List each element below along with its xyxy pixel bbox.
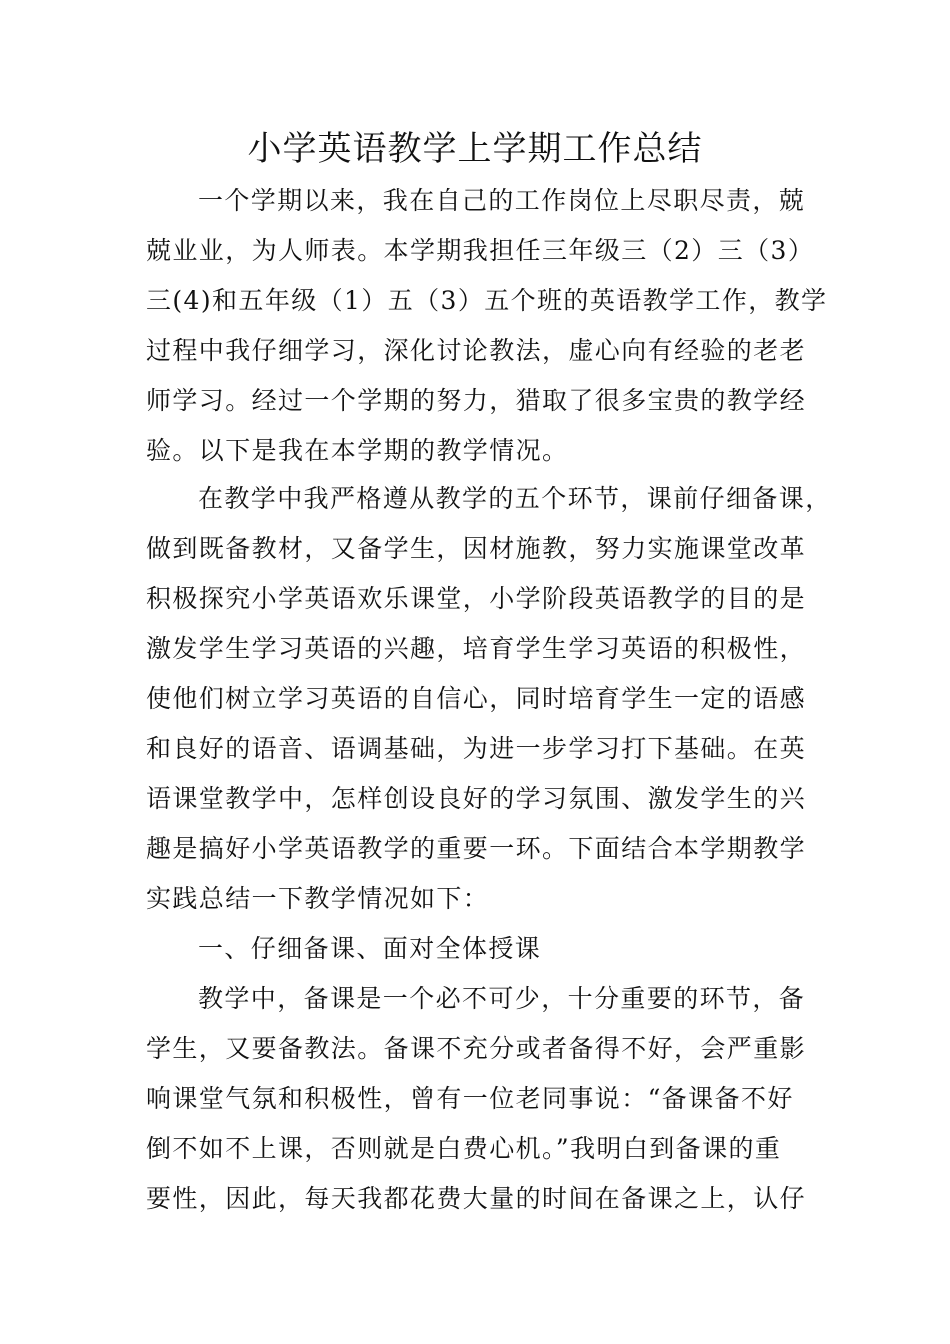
paragraph-line: 一个学期以来，我在自己的工作岗位上尽职尽责，兢	[198, 186, 806, 215]
paragraph-line: 语课堂教学中，怎样创设良好的学习氛围、激发学生的兴	[146, 784, 807, 813]
paragraph-line: 响课堂气氛和积极性，曾有一位老同事说：“备课备不好	[146, 1084, 794, 1113]
paragraph-line: 激发学生学习英语的兴趣，培育学生学习英语的积极性，	[146, 634, 807, 663]
paragraph-line: 倒不如不上课，否则就是白费心机。”我明白到备课的重	[146, 1134, 782, 1163]
paragraph-line: 师学习。经过一个学期的努力，猎取了很多宝贵的教学经	[146, 386, 807, 415]
paragraph-line: 趣是搞好小学英语教学的重要一环。下面结合本学期教学	[146, 834, 807, 863]
paragraph-line: 学生，又要备教法。备课不充分或者备得不好，会严重影	[146, 1034, 807, 1063]
paragraph-line: 教学中，备课是一个必不可少，十分重要的环节，备	[198, 984, 806, 1013]
paragraph-line: 兢业业，为人师表。本学期我担任三年级三（2）三（3）	[146, 236, 815, 265]
paragraph-line: 和良好的语音、语调基础，为进一步学习打下基础。在英	[146, 734, 807, 763]
paragraph-line: 在教学中我严格遵从教学的五个环节，课前仔细备课，	[198, 484, 832, 513]
paragraph-line: 做到既备教材，又备学生，因材施教，努力实施课堂改革	[146, 534, 807, 563]
paragraph-line: 验。以下是我在本学期的教学情况。	[146, 436, 569, 465]
paragraph-line: 积极探究小学英语欢乐课堂，小学阶段英语教学的目的是	[146, 584, 807, 613]
paragraph-line: 过程中我仔细学习，深化讨论教法，虚心向有经验的老老	[146, 336, 807, 365]
paragraph-line: 使他们树立学习英语的自信心，同时培育学生一定的语感	[146, 684, 807, 713]
paragraph-line: 要性，因此，每天我都花费大量的时间在备课之上，认仔	[146, 1184, 807, 1213]
paragraph-line: 三(4)和五年级（1）五（3）五个班的英语教学工作，教学	[146, 286, 828, 315]
section-heading: 一、仔细备课、面对全体授课	[198, 934, 542, 963]
document-title: 小学英语教学上学期工作总结	[247, 129, 703, 169]
paragraph-line: 实践总结一下教学情况如下：	[146, 884, 490, 913]
